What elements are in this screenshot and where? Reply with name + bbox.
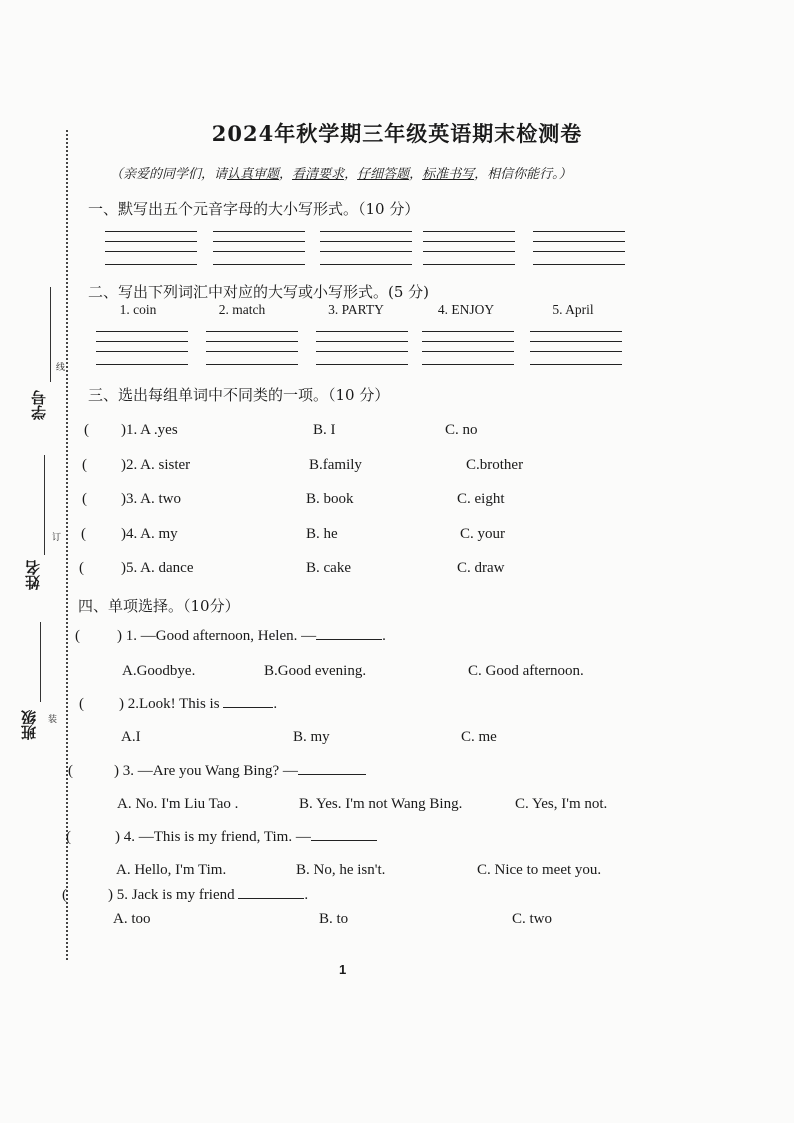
class-label: 班级 — [20, 710, 38, 740]
instruction-sep-2: ， — [344, 167, 358, 182]
name-label: 姓名 — [24, 560, 42, 590]
question-option-c: C. Nice to meet you. — [477, 862, 602, 878]
word-label: 3. PARTY — [328, 302, 384, 317]
question-option-b: B. Yes. I'm not Wang Bing. — [299, 796, 463, 812]
instruction-phrase-1: 认真审题 — [227, 167, 280, 182]
margin-mark-line: 线 — [56, 363, 66, 373]
instruction-suffix: ，相信你能行。） — [474, 167, 572, 182]
word-label: 1. coin — [119, 302, 157, 317]
question-option-b: B. my — [293, 729, 330, 745]
question-option-b: B. I — [313, 422, 336, 438]
question-option-a: )5. A. dance — [121, 560, 194, 576]
question-option-a: A. too — [113, 911, 151, 927]
question-option-c: C. eight — [457, 491, 505, 507]
question-stem — [119, 696, 277, 713]
question-option-c: C. two — [512, 911, 553, 927]
writing-lines[interactable] — [206, 331, 298, 367]
section-2-heading: 二、写出下列词汇中对应的大写或小写形式。(5 分) — [88, 283, 430, 301]
question-stem — [114, 763, 366, 780]
class-line — [40, 622, 41, 702]
answer-paren[interactable]: ( — [62, 887, 67, 903]
question-option-a: A. No. I'm Liu Tao . — [117, 796, 239, 812]
question-text: ) 5. Jack is my friend — [108, 887, 235, 903]
question-option-b: B. he — [306, 526, 338, 542]
question-option-b: B. book — [306, 491, 354, 507]
section-4-heading: 四、单项选择。（10分） — [78, 597, 240, 615]
question-tail: . — [382, 628, 386, 644]
page-title: 2024年秋学期三年级英语期末检测卷 — [211, 121, 583, 146]
question-tail: . — [273, 696, 278, 712]
answer-paren[interactable]: ( — [79, 560, 84, 576]
question-option-b: B.Good evening. — [264, 663, 367, 679]
writing-lines[interactable] — [105, 231, 197, 267]
student-id-label: 学号 — [30, 390, 48, 420]
writing-lines[interactable] — [423, 231, 515, 267]
instruction-sep-3: ， — [409, 167, 423, 182]
question-option-a: )1. A .yes — [121, 422, 178, 438]
answer-paren[interactable]: ( — [82, 491, 87, 507]
question-option-a: A.Goodbye. — [122, 663, 196, 679]
answer-paren[interactable]: ( — [75, 628, 80, 644]
question-option-c: C.brother — [466, 457, 524, 473]
margin-mark-bind: 装 — [48, 715, 58, 725]
question-stem — [117, 628, 386, 645]
answer-paren[interactable]: ( — [66, 829, 71, 845]
instruction-sep-1: ， — [279, 167, 293, 182]
question-option-c: C. Good afternoon. — [468, 663, 584, 679]
question-option-c: C. Yes, I'm not. — [515, 796, 608, 812]
word-label: 2. match — [218, 302, 266, 317]
question-text: ) 2.Look! This is — [119, 696, 220, 712]
question-option-c: C. draw — [457, 560, 505, 576]
question-stem — [108, 887, 308, 904]
question-option-c: C. me — [461, 729, 497, 745]
instruction-phrase-2: 看清要求 — [292, 167, 345, 182]
question-option-a: A.I — [121, 729, 141, 745]
question-option-a: )3. A. two — [121, 491, 181, 507]
writing-lines[interactable] — [530, 331, 622, 367]
margin-mark-order: 订 — [52, 533, 62, 543]
instruction-phrase-3: 仔细答题 — [357, 167, 410, 182]
question-text: ) 1. —Good afternoon, Helen. — — [117, 628, 317, 644]
section-1-heading: 一、默写出五个元音字母的大小写形式。（10 分） — [88, 200, 420, 218]
page-number: 1 — [339, 962, 347, 977]
answer-blank[interactable] — [223, 707, 273, 708]
writing-lines[interactable] — [422, 331, 514, 367]
name-line — [44, 455, 45, 555]
instruction-phrase-4: 标准书写 — [422, 167, 475, 182]
instruction-text — [110, 163, 572, 182]
writing-lines[interactable] — [320, 231, 412, 267]
word-label: 4. ENJOY — [437, 302, 495, 317]
question-stem — [115, 829, 377, 846]
answer-paren[interactable]: ( — [81, 526, 86, 542]
answer-blank[interactable] — [316, 639, 382, 640]
answer-paren[interactable]: ( — [84, 422, 89, 438]
question-option-b: B. to — [319, 911, 349, 927]
writing-lines[interactable] — [96, 331, 188, 367]
question-option-c: C. no — [445, 422, 478, 438]
question-option-b: B. No, he isn't. — [296, 862, 386, 878]
instruction-prefix: （亲爱的同学们，请 — [110, 167, 228, 182]
question-text: ) 3. —Are you Wang Bing? — — [114, 763, 298, 779]
section-3-heading: 三、选出每组单词中不同类的一项。（10 分） — [88, 386, 390, 404]
answer-paren[interactable]: ( — [79, 696, 84, 712]
question-option-a: )2. A. sister — [121, 457, 191, 473]
answer-paren[interactable]: ( — [68, 763, 73, 779]
question-text: ) 4. —This is my friend, Tim. — — [115, 829, 311, 845]
question-option-b: B. cake — [306, 560, 351, 576]
question-tail: . — [304, 887, 309, 903]
question-option-c: C. your — [460, 526, 505, 542]
answer-blank[interactable] — [311, 840, 377, 841]
answer-paren[interactable]: ( — [82, 457, 87, 473]
question-option-a: )4. A. my — [121, 526, 178, 542]
writing-lines[interactable] — [213, 231, 305, 267]
question-option-a: A. Hello, I'm Tim. — [116, 862, 227, 878]
question-option-b: B.family — [309, 457, 362, 473]
answer-blank[interactable] — [298, 774, 366, 775]
student-id-line — [50, 287, 51, 382]
answer-blank[interactable] — [238, 898, 304, 899]
writing-lines[interactable] — [533, 231, 625, 267]
word-label: 5. April — [552, 302, 594, 317]
writing-lines[interactable] — [316, 331, 408, 367]
